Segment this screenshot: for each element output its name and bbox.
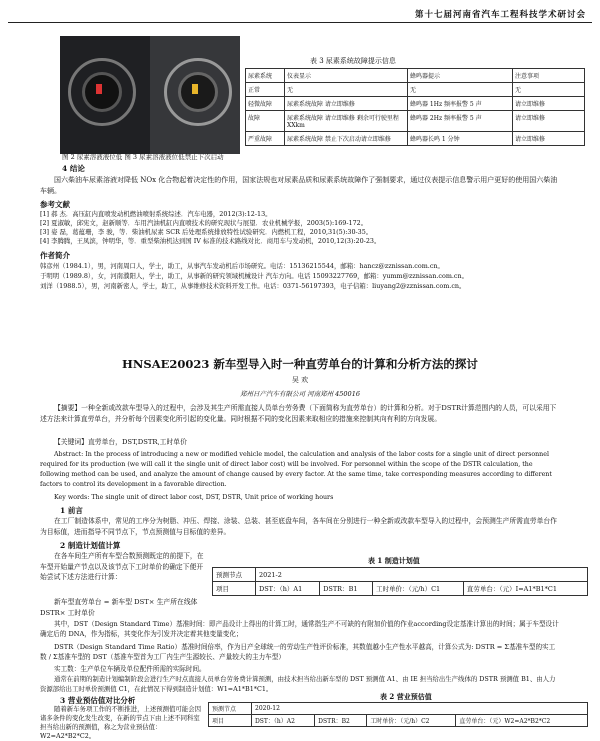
section2-text2: 其中，DST（Design Standard Time）基准时间：即产品设计上得出的计算工时，通常指生产不可缺的有附加价值的作业according设定基准计算出的时间；属于车型设计确定后的 DNA，作为指标，其变化作为引发并决定着其他变量变化； [40, 620, 559, 638]
table-row [246, 83, 585, 97]
table-cell: 蜂鸣器 1Hz 频率报警 5 声 [408, 97, 513, 111]
reference-item: [1] 郝 杰．高压缸内直喷发动机燃油喷射系统综述．汽车电器，2012(3):12-13。 [40, 210, 272, 218]
table-cell: 直劳单台：（元）W2=A2*B2*C2 [456, 715, 588, 727]
reference-item: [3] 姿 磊，葛蕴珊，李 骏，等．柴油机尿素 SCR 后处理系统排放特性试验研究．内燃机工程，2010,31(5):30-35。 [40, 228, 373, 236]
table-cell: 项目 [213, 582, 256, 596]
table-row [213, 568, 588, 582]
keywords-en: Key words: The single unit of direct labor cost, DST, DSTR, Unit price of working hours [54, 494, 334, 501]
table-cell: 请立即维修 [513, 111, 585, 132]
figure-caption: 图 2 尿素溶液液位低 图 3 尿素溶液液位低禁止下次启动 [62, 153, 224, 161]
table-row [209, 715, 588, 727]
dashboard-photo-right [150, 36, 240, 154]
section3-left-text: 随着新车务项工作的不断推进，上述预测值可能会因诸多条件的变化发生改变，在新的节点下由上述不同科室担当给出新的预测值，称之为营业预估值：W2=A2*B2*C2。 [40, 705, 201, 740]
section2-heading: 2 制造计划值计算 [60, 541, 121, 550]
table-cell: 工时单价：（元/h）C1 [372, 582, 463, 596]
author-bio-heading: 作者简介 [40, 251, 70, 260]
reference-item: [2] 夏淑敏，邱宪文，赵新顺等．车用汽油机缸内直喷技术的研究现状与展望．农业机械学报，2003(5):169-172。 [40, 219, 368, 227]
table-cell: 尿素系统故障 请立即维修 [285, 97, 408, 111]
table3-header-cell: 蜂鸣器提示 [408, 69, 513, 83]
table-row [246, 97, 585, 111]
table-row [209, 703, 588, 715]
table-cell: 无 [285, 83, 408, 97]
table-cell: DSTR：B1 [320, 582, 373, 596]
conclusion-text: 国六柴油车尿素溶液对降低 NOx 化合物起着决定性的作用，国家法规也对尿素品质和尿素系统故障作了强制要求，通过仪表提示信息警示用户更好的使用国六柴油车辆。 [40, 176, 558, 195]
abstract-cn: 【摘要】一种全新或改款车型导入的过程中，会涉及其生产所需直接人员单台劳务费（下面简称为直劳单台）的计算和分析。对于DSTR计算范围内的人员，可以采用下述方法来计算直劳单台，并分析每个因素变化所引起的变化量。同时根据不同的变化因素来取相应的措施来控制其向有利的方向发展。 [40, 404, 557, 423]
section2-text3: DSTR（Design Standard Time Ratio）基准时间倍率，作为日产全球统一的劳动生产性评价标准，其数值越小生产性水平越高，计算公式为: DSTR = Σ基准车型的实工数 / Σ基准车型的 DST（基准车型首为工厂内生产生源较长、产量较大的主力车型） [40, 643, 556, 661]
table-cell: 无 [408, 83, 513, 97]
table-cell: 严重故障 [246, 132, 285, 146]
table1 [212, 567, 588, 596]
reference-item: [4] 李腾腾，王凤滨，钟明华，等．重型柴油机达到国 IV 标准的技术路线对比．商用车与发动机，2010,12(3):20-23。 [40, 237, 381, 245]
author-bio-item: 韩彦州（1984.1），男，河南周口人，学士，助工，从事汽车发动机后市场研究。电话：15136215544，邮箱：hancz@zznissan.com.cn。 [40, 262, 444, 270]
table-cell: 工时单价：（元/h）C2 [367, 715, 456, 727]
keywords-cn: 【关键词】直劳单台，DST,DSTR,工时单价 [54, 438, 187, 446]
running-header [0, 0, 600, 24]
table-cell: 预测节点 [213, 568, 256, 582]
table-cell: 尿素系统故障 请立即维修 剩余可行驶里程 XXkm [285, 111, 408, 132]
table-cell: 直劳单台：（元）I=A1*B1*C1 [463, 582, 587, 596]
section1-heading: 1 前言 [60, 506, 83, 515]
section2-formula: 新车型直劳单台 = 新车型 DST× 生产所在线体 DSTR× 工时单价 [40, 598, 198, 617]
paper-affiliation: 郑州日产汽车有限公司 河南郑州 450016 [240, 390, 360, 398]
table3-caption: 表 3 尿素系统故障提示信息 [310, 57, 396, 65]
table-cell: 正常 [246, 83, 285, 97]
table-cell: DST：（h）A1 [256, 582, 320, 596]
dashboard-photos [60, 36, 240, 154]
dashboard-photo-left [60, 36, 150, 154]
table-cell: 请立即维修 [513, 97, 585, 111]
table-cell: 蜂鸣器长鸣 1 分钟 [408, 132, 513, 146]
table-row [246, 132, 585, 146]
table-cell: 2021-2 [256, 568, 588, 582]
header-rule [8, 22, 592, 23]
references-heading: 参考文献 [40, 200, 70, 209]
table-cell: 2020-12 [252, 703, 588, 715]
table3-header-cell: 仪表显示 [285, 69, 408, 83]
table3-header-row [246, 69, 585, 83]
table-row [213, 582, 588, 596]
table-cell: DSTR：B2 [315, 715, 367, 727]
abstract-en: Abstract: In the process of introducing a new or modified vehicle model, the calculation and analysis of the labor costs for a single unit of direct personnel required for its production (we will call it the single unit of direct labor cost) will be involved. For personnel within the scope of the DSTR calculation, the following method can be used, and analyze the amount of change caused by every factor. At the same time, take corresponding measures according to different factors to control its development in a favorable direction. [40, 451, 552, 488]
author-bio-item: 于明明（1989.8），女，河南濮阳人，学士，助工，从事新的研究领域机械设计 汽车方向。电话 15093227769，邮箱：yumm@zznissan.com.cn。 [40, 272, 468, 280]
section2-text4: 实工数：生产单位车辆及单位配件所需的实际时间。 [54, 665, 206, 673]
table-row [246, 111, 585, 132]
section2-left-text: 在各车间生产所有车型合数预测既定的前提下，在车型开始量产节点以及该节点下工时单价的确定下便开始尝试下述方法进行计算： [40, 552, 204, 581]
table3 [245, 68, 585, 146]
header-title: 第十七届河南省汽车工程科技学术研讨会 [414, 9, 586, 19]
paper-title: HNSAE20023 新车型导入时一种直劳单台的计算和分析方法的探讨 [122, 357, 478, 371]
table-cell: DST：（h）A2 [252, 715, 315, 727]
table2-caption: 表 2 营业预估值 [380, 692, 432, 701]
table1-caption: 表 1 制造计划值 [368, 556, 420, 565]
section3-heading: 3 营业预估值对比分析 [60, 696, 136, 705]
section1-text: 在工厂制造体系中，常见的工序分为树脂、冲压、焊接、涂装、总装、甚至底盘车间，各车间在分别进行一种全新或改款车型导入的过程中，会预测生产所需直劳单台作为目标值，进而指导不同节点下，节点预测值与目标值的差异。 [40, 517, 557, 536]
table3-header-cell: 注意事项 [513, 69, 585, 83]
paper-author: 吴 欢 [291, 376, 309, 384]
table3-header-cell: 尿素系统 [246, 69, 285, 83]
table-cell: 轻微故障 [246, 97, 285, 111]
table-cell: 无 [513, 83, 585, 97]
table2 [208, 702, 588, 727]
section2-text5: 通常在前期的制造计划编制阶段会进行生产时点直接人员单台劳务费计算预测，由技术担当给出新车型的 DST 预测值 A1、由 IE 担当给出生产线体的 DSTR 预测值 B1、由人力资源部给出工时单价预测值 C1，在此情况下得到制造计划值：W1=A1*B1*C1。 [40, 675, 556, 693]
table-cell: 项目 [209, 715, 252, 727]
table-cell: 预测节点 [209, 703, 252, 715]
table-cell: 蜂鸣器 2Hz 频率报警 5 声 [408, 111, 513, 132]
table-cell: 请立即维修 [513, 132, 585, 146]
table-cell: 尿素系统故障 禁止下次启动请立即维修 [285, 132, 408, 146]
author-bio-item: 刘洋（1988.5），男，河南新密人，学士，助工，从事维修技术资料开发工作。电话：0371-56197393，电子信箱：liuyang2@zznissan.com.cn。 [40, 282, 466, 290]
table-cell: 故障 [246, 111, 285, 132]
conclusion-heading: 4 结论 [62, 164, 85, 173]
